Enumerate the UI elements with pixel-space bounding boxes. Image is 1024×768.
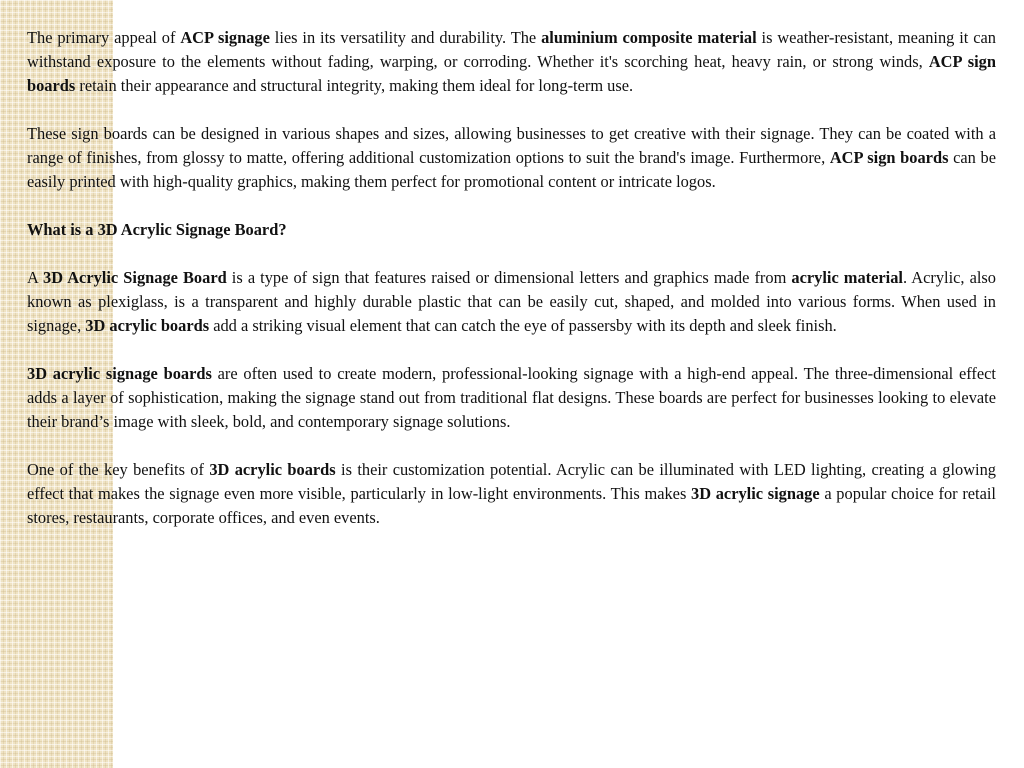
paragraph-acrylic-definition	[27, 266, 996, 338]
text-run: can be easily printed with high-quality graphics, making them perfect for promotional content or intricate logos.	[27, 148, 996, 191]
bold-term: aluminium composite material	[541, 28, 757, 47]
bold-term: 3D acrylic boards	[209, 460, 336, 479]
bold-term: ACP sign boards	[829, 148, 949, 167]
text-run: These sign boards can be designed in various shapes and sizes, allowing businesses to get creative with their signage. They can be coated with a range of finishes, from glossy to matte, offering additional customization options to suit the brand's image. Furthermore,	[27, 124, 996, 167]
text-run: retain their appearance and structural integrity, making them ideal for long-term use.	[75, 76, 634, 95]
bold-term: 3D acrylic signage	[691, 484, 820, 503]
text-run: . Acrylic, also known as plexiglass, is a transparent and highly durable plastic that can be easily cut, shaped, and molded into various forms. When used in signage,	[27, 268, 996, 335]
text-run: is a type of sign that features raised or dimensional letters and graphics made from	[226, 268, 792, 287]
bold-term: 3D Acrylic Signage Board	[43, 268, 227, 287]
bold-term: ACP signage	[180, 28, 270, 47]
text-run: lies in its versatility and durability. The	[269, 28, 542, 47]
bold-term: 3D acrylic boards	[85, 316, 210, 335]
paragraph-acp-design	[27, 122, 996, 194]
text-run: are often used to create modern, professional-looking signage with a high-end appeal. The three-dimensional effect adds a layer of sophistication, making the signage stand out from traditional flat designs. These boards are perfect for businesses looking to elevate their brand’s image with sleek, bold, and contemporary signage solutions.	[27, 364, 996, 431]
bold-term: acrylic material	[791, 268, 903, 287]
text-run: The primary appeal of	[27, 28, 181, 47]
text-run: A	[27, 268, 44, 287]
paragraph-acrylic-uses	[27, 362, 996, 434]
document-body	[27, 26, 996, 554]
text-run: a popular choice for retail stores, restaurants, corporate offices, and even events.	[27, 484, 996, 527]
section-heading	[27, 218, 996, 242]
paragraph-acrylic-benefits	[27, 458, 996, 530]
text-run: is weather-resistant, meaning it can withstand exposure to the elements without fading, warping, or corroding. Whether it's scorching heat, heavy rain, or strong winds,	[27, 28, 996, 71]
bold-term: ACP sign boards	[27, 52, 996, 95]
text-run: One of the key benefits of	[27, 460, 210, 479]
bold-term: What is a 3D Acrylic Signage Board?	[27, 220, 287, 239]
text-run: add a striking visual element that can catch the eye of passersby with its depth and sleek finish.	[209, 316, 837, 335]
paragraph-acp-appeal	[27, 26, 996, 98]
bold-term: 3D acrylic signage boards	[27, 364, 212, 383]
text-run: is their customization potential. Acrylic can be illuminated with LED lighting, creating a glowing effect that makes the signage even more visible, particularly in low-light environments. This makes	[27, 460, 996, 503]
